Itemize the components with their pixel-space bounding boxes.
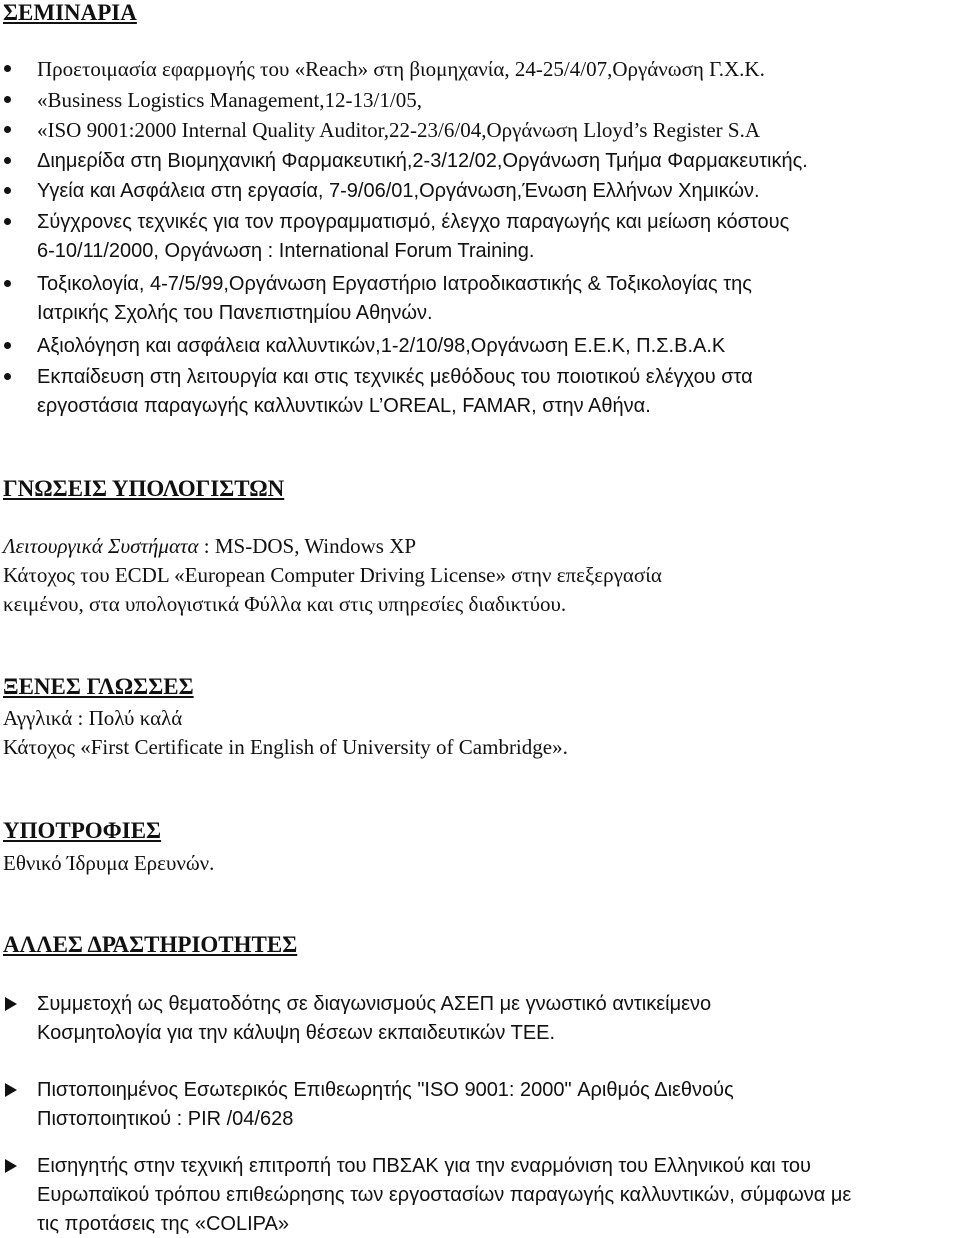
- bullet-icon: [4, 218, 11, 225]
- activity-item-line: Εισηγητής στην τεχνική επιτροπή του ΠΒΣΑΚ για την εναρμόνιση του Ελληνικού και του: [37, 1155, 811, 1177]
- seminar-item: Αξιολόγηση και ασφάλεια καλλυντικών,1-2/10/98,Οργάνωση Ε.Ε.Κ, Π.Σ.Β.Α.Κ: [37, 335, 726, 357]
- bullet-icon: [4, 126, 11, 133]
- activity-item-line: Πιστοποιημένος Εσωτερικός Επιθεωρητής "ISO 9001: 2000" Αριθμός Διεθνούς: [37, 1079, 734, 1101]
- bullet-icon: [4, 157, 11, 164]
- activity-item-line: Συμμετοχή ως θεματοδότης σε διαγωνισμούς ΑΣΕΠ με γνωστικό αντικείμενο: [37, 993, 712, 1015]
- seminar-item-line: Ιατρικής Σχολής του Πανεπιστημίου Αθηνών.: [37, 302, 433, 324]
- seminar-item: Διημερίδα στη Βιομηχανική Φαρμακευτική,2-3/12/02,Οργάνωση Τμήμα Φαρμακευτικής.: [37, 150, 808, 172]
- scholarships-heading: ΥΠΟΤΡΟΦΙΕΣ: [3, 818, 162, 843]
- seminar-item-line: Τοξικολογία, 4-7/5/99,Οργάνωση Εργαστήριο Ιατροδικαστικής & Τοξικολογίας της: [37, 273, 752, 295]
- arrow-bullet-icon: [5, 997, 17, 1011]
- bullet-icon: [4, 96, 11, 103]
- os-value: : MS-DOS, Windows XP: [198, 534, 417, 558]
- seminar-item-line: εργοστάσια παραγωγής καλλυντικών L’OREAL, FAMAR, στην Αθήνα.: [37, 395, 651, 417]
- english-certificate: Κάτοχος «First Certificate in English of University of Cambridge».: [3, 735, 568, 759]
- bullet-icon: [4, 187, 11, 194]
- seminar-item-line: Εκπαίδευση στη λειτουργία και στις τεχνικές μεθόδους του ποιοτικού ελέγχου στα: [37, 366, 753, 388]
- english-level: Αγγλικά : Πολύ καλά: [3, 706, 183, 730]
- activity-item-line: Ευρωπαϊκού τρόπου επιθεώρησης των εργοστασίων παραγωγής καλλυντικών, σύμφωνα με: [37, 1184, 852, 1206]
- bullet-icon: [4, 280, 11, 287]
- bullet-icon: [4, 373, 11, 380]
- activity-item-line: Κοσμητολογία για την κάλυψη θέσεων εκπαιδευτικών ΤΕΕ.: [37, 1022, 556, 1044]
- seminar-item-line: 6-10/11/2000, Οργάνωση : International Forum Training.: [37, 240, 535, 262]
- activity-item-line: Πιστοποιητικού : PIR /04/628: [37, 1108, 294, 1130]
- ecdl-line-continued: κειμένου, στα υπολογιστικά Φύλλα και στις υπηρεσίες διαδικτύου.: [3, 592, 567, 616]
- languages-heading: ΞΕΝΕΣ ΓΛΩΣΣΕΣ: [3, 674, 194, 699]
- bullet-icon: [4, 65, 11, 72]
- seminar-item: «Business Logistics Management,12-13/1/05,: [37, 88, 422, 112]
- bullet-icon: [4, 342, 11, 349]
- arrow-bullet-icon: [5, 1159, 17, 1173]
- scholarship-item: Εθνικό Ίδρυμα Ερευνών.: [3, 851, 215, 875]
- os-line: [3, 533, 416, 559]
- arrow-bullet-icon: [5, 1083, 17, 1097]
- computer-skills-heading: ΓΝΩΣΕΙΣ ΥΠΟΛΟΓΙΣΤΩΝ: [3, 476, 285, 501]
- seminar-item: Υγεία και Ασφάλεια στη εργασία, 7-9/06/01,Οργάνωση,Ένωση Ελλήνων Χημικών.: [37, 180, 760, 202]
- other-activities-heading: ΑΛΛΕΣ ΔΡΑΣΤΗΡΙΟΤΗΤΕΣ: [3, 932, 298, 957]
- activity-item-line: τις προτάσεις της «COLIPA»: [37, 1213, 289, 1235]
- seminar-item-line: Σύγχρονες τεχνικές για τον προγραμματισμό, έλεγχο παραγωγής και μείωση κόστους: [37, 211, 790, 233]
- seminar-item: «ISO 9001:2000 Internal Quality Auditor,22-23/6/04,Οργάνωση Lloyd’s Register S.A: [37, 118, 760, 142]
- seminar-item: Προετοιμασία εφαρμογής του «Reach» στη βιομηχανία, 24-25/4/07,Οργάνωση Γ.Χ.Κ.: [37, 57, 765, 81]
- os-label: Λειτουργικά Συστήματα: [3, 534, 199, 558]
- ecdl-line: Κάτοχος του ECDL «European Computer Driving License» στην επεξεργασία: [3, 563, 662, 587]
- seminars-heading: ΣΕΜΙΝΑΡΙΑ: [3, 0, 137, 25]
